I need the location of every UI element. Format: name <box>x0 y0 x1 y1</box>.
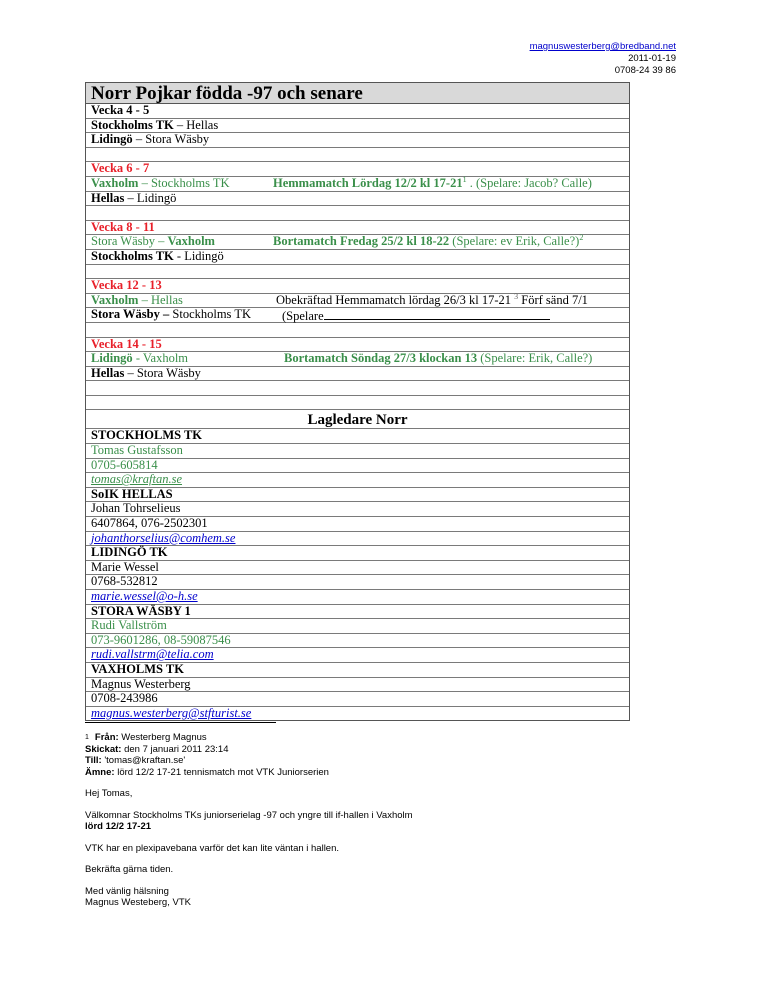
spacer-row <box>86 323 629 338</box>
footnote-ref[interactable]: 3 <box>514 291 519 301</box>
footnote-separator <box>85 722 276 723</box>
week-label: Vecka 8 - 11 <box>91 219 155 234</box>
away-team: Stockholms TK <box>172 307 251 322</box>
away-team: – Stora Wäsby <box>132 132 210 147</box>
home-team: Lidingö <box>91 351 133 366</box>
match-note: Obekräftad Hemmamatch lördag 26/3 kl 17-21 $^3$ Förf sänd 7/1 <box>276 291 588 307</box>
leader-name: Marie Wessel <box>86 561 629 576</box>
email-link[interactable]: tomas@kraftan.se <box>91 472 183 487</box>
club-name: LIDINGÖ TK <box>86 546 629 561</box>
footnote-greeting: Hej Tomas, <box>85 788 133 799</box>
week-label: Vecka 4 - 5 <box>91 103 150 117</box>
schedule-table <box>85 82 630 721</box>
leader-phone: 0708-243986 <box>86 692 629 707</box>
week-label: Vecka 14 - 15 <box>91 336 162 351</box>
club-name: STORA WÄSBY 1 <box>86 605 629 620</box>
spacer-row <box>86 265 629 280</box>
home-team: Hellas <box>91 365 125 380</box>
email-link[interactable]: magnus.westerberg@stfturist.se <box>91 705 252 720</box>
leader-name: Magnus Westerberg <box>86 678 629 693</box>
match-note: Bortamatch Fredag 25/2 kl 18-22 (Spelare: ev Erik, Calle?)$^2$ <box>273 233 584 249</box>
leader-phone: 6407864, 076-2502301 <box>86 517 629 532</box>
match-row <box>86 352 629 367</box>
footnote-from: Westerberg Magnus <box>118 732 207 743</box>
email-link[interactable]: marie.wessel@o-h.se <box>91 589 198 603</box>
footnote: $^1$ Från: Westerberg Magnus Skickat: den 7 januari 2011 23:14 Till: 'tomas@kraftan.se' Ämne: lörd 12/2 17-21 tennismatch mot VTK Juniorserien Hej Tomas, Välkomnar Stockholms TKs juniorserielag -97 och yngre till if-hallen i Vaxholm lörd 12/2 17-21 VTK har en plexipavebana varför det kan lite väntan i hallen. Bekräfta gärna tiden. Med vänlig hälsning Magnus Westeberg, VTK <box>85 732 685 909</box>
club-name: STOCKHOLMS TK <box>86 429 629 444</box>
leader-email <box>86 707 629 721</box>
leader-phone: 0768-532812 <box>86 575 629 590</box>
home-team: Hellas <box>91 190 125 205</box>
week-row <box>86 104 629 119</box>
leader-phone: 0705-605814 <box>86 459 629 474</box>
away-team: Vaxholm <box>167 234 215 249</box>
header-date: 2011-01-19 <box>628 53 676 64</box>
blank-line <box>324 308 550 320</box>
away-team: – Hellas <box>173 117 219 132</box>
email-link[interactable]: rudi.vallstrm@telia.com <box>91 647 214 662</box>
away-team: - Vaxholm <box>132 351 189 366</box>
home-team: Stora Wäsby – <box>91 307 173 322</box>
leader-email <box>86 590 629 605</box>
header-phone: 0708-24 39 86 <box>614 65 676 76</box>
club-name: SoIK HELLAS <box>86 488 629 503</box>
match-row <box>86 367 629 382</box>
footnote-ref[interactable]: 2 <box>579 233 584 243</box>
away-team: - Lidingö <box>173 248 224 263</box>
match-row <box>86 250 629 265</box>
home-team: Lidingö <box>91 132 133 147</box>
home-team: Stockholms TK <box>91 248 174 263</box>
leader-phone: 073-9601286, 08-59087546 <box>86 634 629 649</box>
match-note: Bortamatch Söndag 27/3 klockan 13 (Spelare: Erik, Calle?) <box>284 351 593 366</box>
spacer-row <box>86 381 629 396</box>
leader-email <box>86 532 629 547</box>
match-row <box>86 192 629 207</box>
away-team: – Hellas <box>138 292 183 307</box>
leader-name: Johan Tohrselieus <box>86 502 629 517</box>
footnote-body: VTK har en plexipavebana varför det kan lite väntan i hallen. <box>85 842 340 854</box>
footnote-body: Välkomnar Stockholms TKs juniorserielag -97 och yngre till if-hallen i Vaxholm <box>85 809 413 821</box>
home-team: Vaxholm <box>91 292 139 307</box>
leader-name: Rudi Vallström <box>86 619 629 634</box>
match-row <box>86 235 629 250</box>
home-team: Stockholms TK <box>91 117 174 132</box>
match-row <box>86 119 629 134</box>
away-team: – Stora Wäsby <box>124 365 201 380</box>
spacer-row <box>86 396 629 411</box>
page-header <box>530 41 676 77</box>
match-row <box>86 308 629 323</box>
footnote-ref[interactable]: 1 <box>462 174 467 184</box>
week-label: Vecka 6 - 7 <box>91 161 150 176</box>
footnote-body: Bekräfta gärna tiden. <box>85 864 174 875</box>
footnote-signoff: Med vänlig hälsning <box>85 885 169 897</box>
home-team: Vaxholm <box>91 175 139 190</box>
club-name: VAXHOLMS TK <box>86 663 629 678</box>
leader-name: Tomas Gustafsson <box>86 444 629 459</box>
footnote-body-date: lörd 12/2 17-21 <box>85 821 152 832</box>
week-row <box>86 338 629 353</box>
header-email-link[interactable]: magnuswesterberg@bredband.net <box>529 41 676 52</box>
leaders-title: Lagledare Norr <box>86 410 629 429</box>
leader-email <box>86 648 629 663</box>
week-label: Vecka 12 - 13 <box>91 278 162 293</box>
home-team: Stora Wäsby – <box>91 234 168 249</box>
spacer-row <box>86 206 629 221</box>
match-row <box>86 291 629 309</box>
week-row <box>86 162 629 177</box>
email-link[interactable]: johanthorselius@comhem.se <box>91 530 236 545</box>
spacer-row <box>86 148 629 163</box>
week-row <box>86 279 629 294</box>
footnote-signature: Magnus Westeberg, VTK <box>85 897 191 908</box>
footnote-to: 'tomas@kraftan.se' <box>101 755 186 766</box>
match-row <box>86 133 629 148</box>
leader-email <box>86 473 629 488</box>
footnote-number: 1 <box>85 734 89 741</box>
away-team: – Lidingö <box>124 190 177 205</box>
match-row <box>86 174 629 192</box>
footnote-subject: lörd 12/2 17-21 tennismatch mot VTK Juniorserien <box>114 766 329 778</box>
table-title: Norr Pojkar födda -97 och senare <box>86 83 629 104</box>
match-note: Hemmamatch Lördag 12/2 kl $17-21^1$ . (Spelare: Jacob? Calle) <box>273 174 592 190</box>
footnote-sent: den 7 januari 2011 23:14 <box>121 743 229 755</box>
away-team: – Stockholms TK <box>138 175 230 190</box>
players-note: (Spelare <box>282 308 550 324</box>
